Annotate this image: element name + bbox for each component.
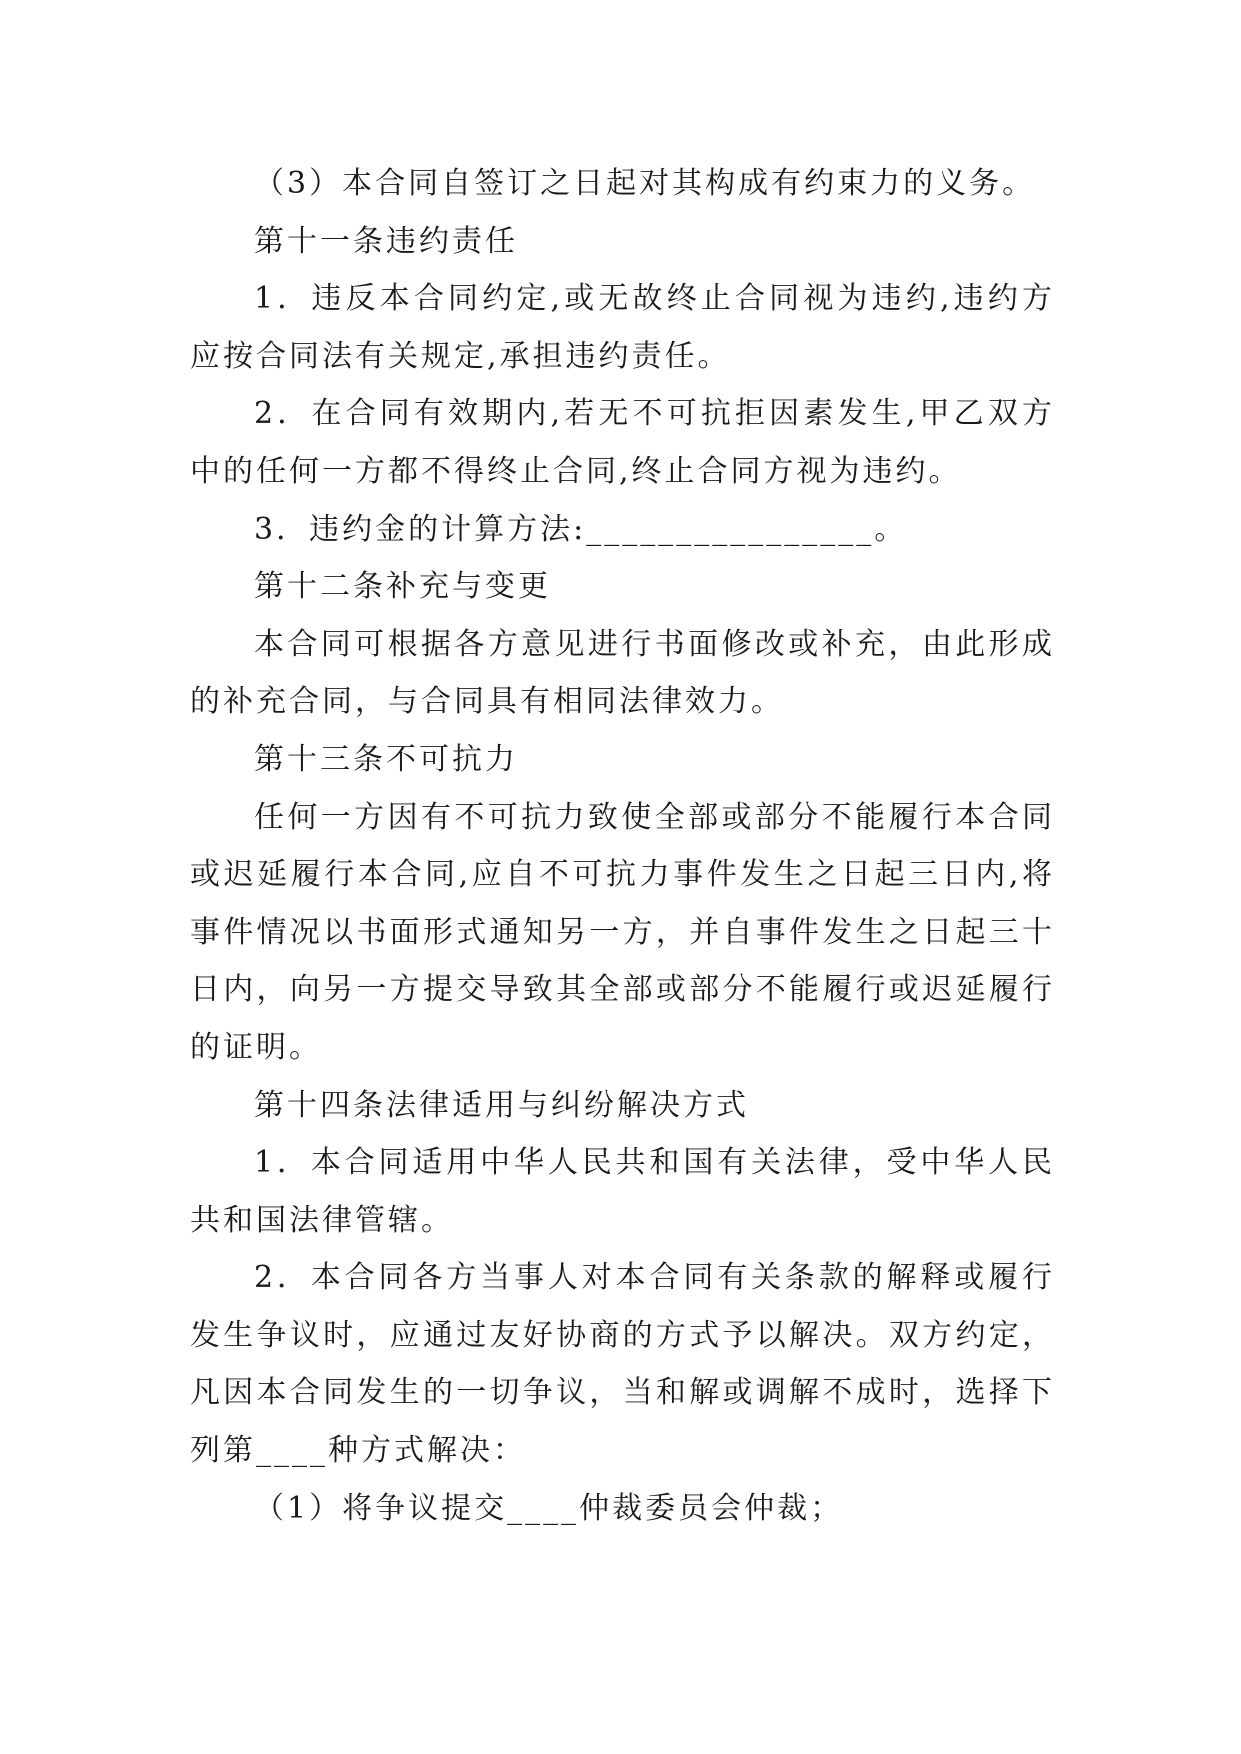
article-14-option-1: （1）将争议提交____仲裁委员会仲裁； [254, 1490, 844, 1526]
article-12-body: 本合同可根据各方意见进行书面修改或补充，由此形成的补充合同，与合同具有相同法律效力。 [190, 626, 1055, 720]
article-11-item-1: 1．违反本合同约定,或无故终止合同视为违约,违约方应按合同法有关规定,承担违约责任。 [190, 281, 1055, 374]
clause-10-item-3: （3）本合同自签订之日起对其构成有约束力的义务。 [254, 166, 1036, 201]
article-13-body: 任何一方因有不可抗力致使全部或部分不能履行本合同或迟延履行本合同,应自不可抗力事件发生之日起三日内,将事件情况以书面形式通知另一方，并自事件发生之日起三十日内，向另一方提交导致其全部或部分不能履行或迟延履行的证明。 [190, 799, 1055, 1065]
article-11-item-3: 3．违约金的计算方法:________________。 [254, 511, 908, 547]
article-14-item-2: 2．本合同各方当事人对本合同有关条款的解释或履行发生争议时，应通过友好协商的方式予以解决。双方约定，凡因本合同发生的一切争议，当和解或调解不成时，选择下列第____种方式解决： [190, 1260, 1055, 1469]
article-11-item-2: 2．在合同有效期内,若无不可抗拒因素发生,甲乙双方中的任何一方都不得终止合同,终止合同方视为违约。 [190, 396, 1055, 489]
article-13-heading: 第十三条不可抗力 [254, 741, 518, 777]
article-12-heading: 第十二条补充与变更 [254, 569, 551, 605]
article-14-heading: 第十四条法律适用与纠纷解决方式 [254, 1087, 749, 1123]
document-body [190, 155, 1055, 1537]
article-11-heading: 第十一条违约责任 [254, 223, 518, 259]
article-14-item-1: 1．本合同适用中华人民共和国有关法律，受中华人民共和国法律管辖。 [190, 1145, 1055, 1238]
